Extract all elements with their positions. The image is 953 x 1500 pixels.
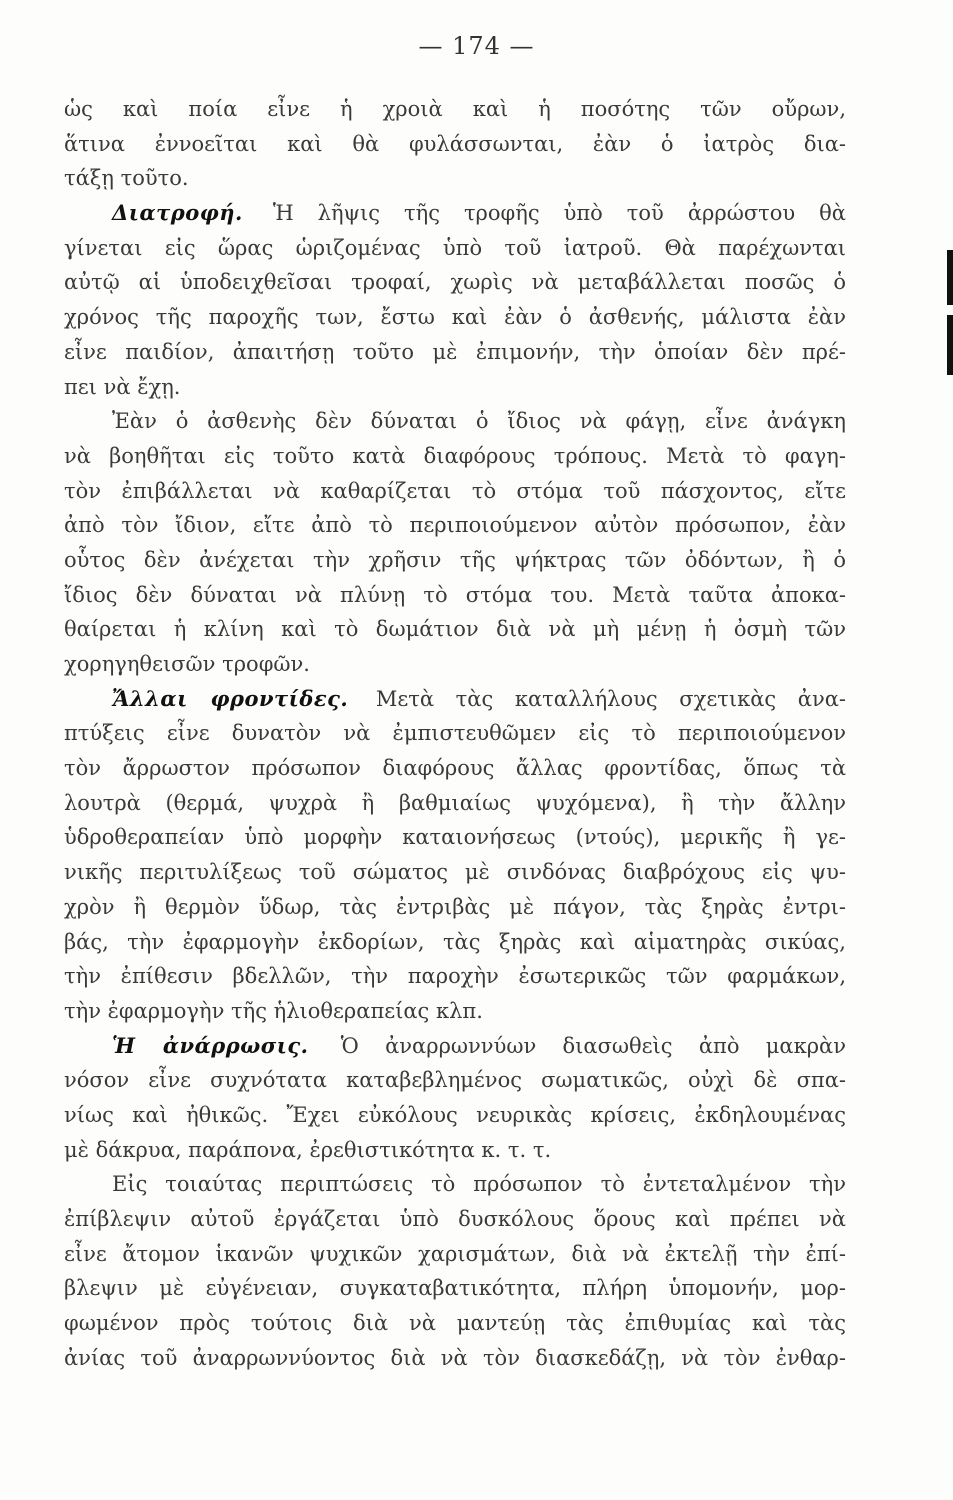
text-line: γίνεται εἰς ὥρας ὡριζομένας ὑπὸ τοῦ ἰατροῦ. Θὰ παρέχωνται xyxy=(64,235,846,260)
page-edge-mark xyxy=(947,250,953,305)
text-line: ἴδιος δὲν δύναται νὰ πλύνῃ τὸ στόμα του. Μετὰ ταῦτα ἀποκα- xyxy=(64,582,846,607)
text-line: τὸν ἐπιβάλλεται νὰ καθαρίζεται τὸ στόμα τοῦ πάσχοντος, εἴτε xyxy=(64,478,846,503)
text-line: Ἐὰν ὁ ἀσθενὴς δὲν δύναται ὁ ἴδιος νὰ φάγῃ, εἶνε ἀνάγκη xyxy=(112,409,846,434)
text-line: χορηγηθεισῶν τροφῶν. xyxy=(64,652,310,676)
text-span: Ἡ λῆψις τῆς τροφῆς ὑπὸ τοῦ ἀρρώστου θὰ xyxy=(272,201,846,226)
section-heading: Ἄλλαι φροντίδες. xyxy=(112,685,349,711)
text-line: νὰ βοηθῆται εἰς τοῦτο κατὰ διαφόρους τρόπους. Μετὰ τὸ φαγη- xyxy=(64,443,846,468)
text-line: φωμένον πρὸς τούτοις διὰ νὰ μαντεύῃ τὰς ἐπιθυμίας καὶ τὰς xyxy=(64,1311,846,1336)
section-line xyxy=(64,196,846,231)
text-line: εἶνε παιδίον, ἀπαιτήσῃ τοῦτο μὲ ἐπιμονήν, τὴν ὁποίαν δὲν πρέ- xyxy=(64,339,846,364)
text-line: βλεψιν μὲ εὐγένειαν, συγκαταβατικότητα, πλήρη ὑπομονήν, μορ- xyxy=(64,1276,846,1301)
text-line: νόσον εἶνε συχνότατα καταβεβλημένος σωματικῶς, οὐχὶ δὲ σπα- xyxy=(64,1068,846,1093)
page-edge-mark xyxy=(947,315,953,375)
text-line: αὐτῷ αἱ ὑποδειχθεῖσαι τροφαί, χωρὶς νὰ μεταβάλλεται ποσῶς ὁ xyxy=(64,270,846,295)
text-span: Ὁ ἀναρρωννύων διασωθεὶς ἀπὸ μακρὰν xyxy=(340,1033,846,1058)
text-line: τὸν ἄρρωστον πρόσωπον διαφόρους ἄλλας φροντίδας, ὅπως τὰ xyxy=(64,756,846,781)
text-line: εἶνε ἄτομον ἱκανῶν ψυχικῶν χαρισμάτων, διὰ νὰ ἐκτελῇ τὴν ἐπί- xyxy=(64,1241,846,1266)
text-line: πει νὰ ἔχῃ. xyxy=(64,374,181,399)
text-line: χρὸν ἢ θερμὸν ὕδωρ, τὰς ἐντριβὰς μὲ πάγον, τὰς ξηρὰς ἐντρι- xyxy=(64,894,846,919)
text-line: ἀπὸ τὸν ἴδιον, εἴτε ἀπὸ τὸ περιποιούμενον αὐτὸν πρόσωπον, ἐὰν xyxy=(64,513,846,538)
text-line: θαίρεται ἡ κλίνη καὶ τὸ δωμάτιον διὰ νὰ μὴ μένῃ ἡ ὀσμὴ τῶν xyxy=(64,617,846,642)
section-line xyxy=(64,1029,846,1064)
text-line: ἐπίβλεψιν αὐτοῦ ἐργάζεται ὑπὸ δυσκόλους ὅρους καὶ πρέπει νὰ xyxy=(64,1207,846,1231)
text-line: νίως καὶ ἠθικῶς. Ἔχει εὐκόλους νευρικὰς κρίσεις, ἐκδηλουμένας xyxy=(64,1102,846,1127)
text-line: μὲ δάκρυα, παράπονα, ἐρεθιστικότητα κ. τ. τ. xyxy=(64,1137,552,1162)
text-line: νικῆς περιτυλίξεως τοῦ σώματος μὲ σινδόνας διαβρόχους εἰς ψυ- xyxy=(64,860,846,885)
section-heading: Ἡ ἀνάρρωσις. xyxy=(112,1032,309,1058)
section-heading: Διατροφή. xyxy=(112,200,243,226)
text-line: Εἰς τοιαύτας περιπτώσεις τὸ πρόσωπον τὸ ἐντεταλμένον τὴν xyxy=(112,1172,846,1197)
text-line: ὡς καὶ ποία εἶνε ἡ χροιὰ καὶ ἡ ποσότης τῶν οὔρων, xyxy=(64,97,846,121)
text-line: χρόνος τῆς παροχῆς των, ἔστω καὶ ἐὰν ὁ ἀσθενής, μάλιστα ἐὰν xyxy=(64,305,846,330)
text-line: τὴν ἐπίθεσιν βδελλῶν, τὴν παροχὴν ἐσωτερικῶς τῶν φαρμάκων, xyxy=(64,964,846,989)
page-number: — 174 — xyxy=(418,32,535,60)
text-line: ὑδροθεραπείαν ὑπὸ μορφὴν καταιονήσεως (ντούς), μερικῆς ἢ γε- xyxy=(64,825,846,850)
section-line xyxy=(64,682,846,717)
text-line: οὗτος δὲν ἀνέχεται τὴν χρῆσιν τῆς ψήκτρας τῶν ὀδόντων, ἢ ὁ xyxy=(64,547,846,572)
text-line: τάξῃ τοῦτο. xyxy=(64,166,189,191)
text-line: ἀνίας τοῦ ἀναρρωννύοντος διὰ νὰ τὸν διασκεδάζῃ, νὰ τὸν ἐνθαρ- xyxy=(64,1345,846,1370)
text-line: ἅτινα ἐννοεῖται καὶ θὰ φυλάσσωνται, ἐὰν ὁ ἰατρὸς δια- xyxy=(64,131,846,156)
text-line: πτύξεις εἶνε δυνατὸν νὰ ἐμπιστευθῶμεν εἰς τὸ περιποιούμενον xyxy=(64,721,846,746)
body-text xyxy=(64,92,846,1375)
text-line: βάς, τὴν ἐφαρμογὴν ἐκδορίων, τὰς ξηρὰς καὶ αἱματηρὰς σικύας, xyxy=(64,929,846,954)
text-line: τὴν ἐφαρμογὴν τῆς ἡλιοθεραπείας κλπ. xyxy=(64,998,483,1023)
text-line: λουτρὰ (θερμά, ψυχρὰ ἢ βαθμιαίως ψυχόμενα), ἢ τὴν ἄλλην xyxy=(64,790,846,815)
text-span: Μετὰ τὰς καταλλήλους σχετικὰς ἀνα- xyxy=(375,686,846,711)
